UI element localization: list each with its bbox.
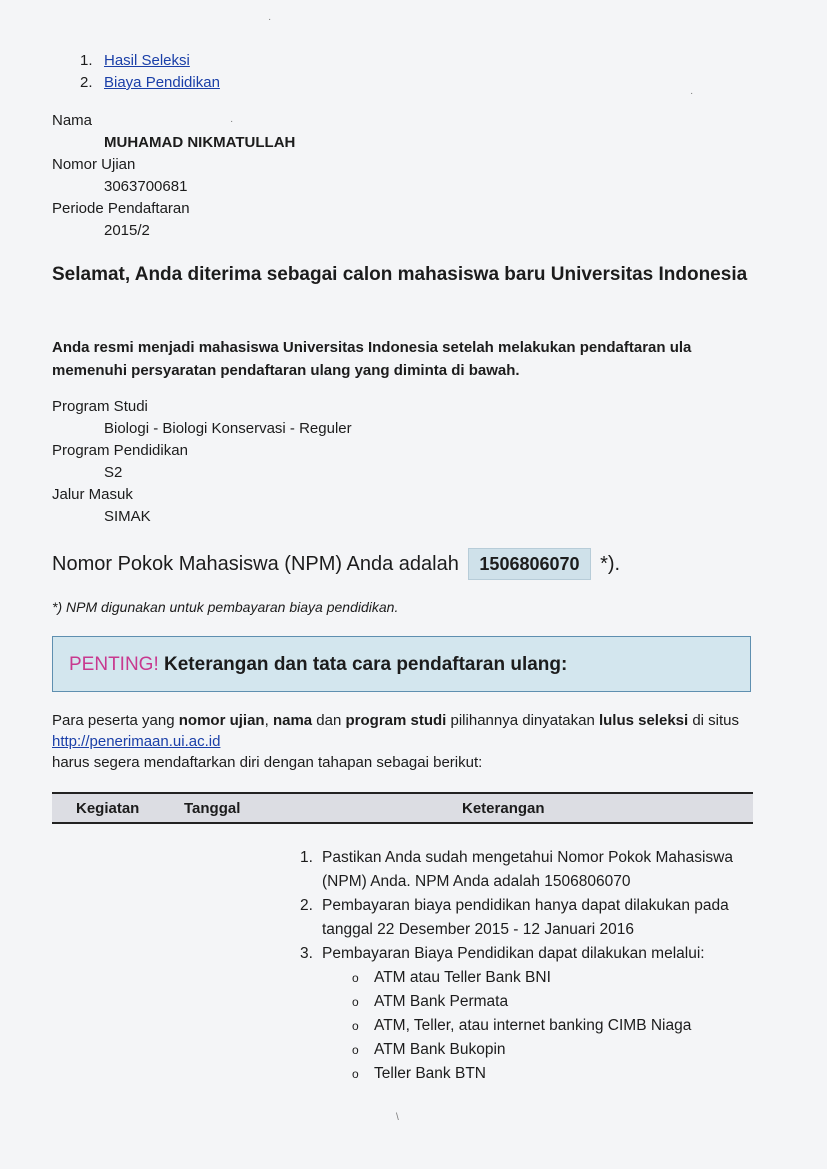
table-of-contents xyxy=(80,50,220,94)
program-studi-value: Biologi - Biologi Konservasi - Reguler xyxy=(104,420,352,437)
payment-method-item xyxy=(322,1014,756,1038)
nama-label: Nama xyxy=(52,112,93,129)
step-text: Pastikan Anda sudah mengetahui Nomor Pokok Mahasiswa (NPM) Anda. NPM Anda adalah 1506806070 xyxy=(322,849,733,890)
program-info xyxy=(52,396,352,528)
periode-label: Periode Pendaftaran xyxy=(52,200,190,217)
intro-text: pilihannya dinyatakan xyxy=(446,712,599,729)
npm-prefix: Nomor Pokok Mahasiswa (NPM) Anda adalah xyxy=(52,553,459,575)
toc-item-biaya-pendidikan xyxy=(80,72,220,94)
toc-item-hasil-seleksi xyxy=(80,50,220,72)
penerimaan-link[interactable]: http://penerimaan.ui.ac.id xyxy=(52,733,221,750)
step-item xyxy=(296,942,756,1086)
payment-methods-list xyxy=(322,966,756,1086)
npm-statement xyxy=(52,548,620,580)
circle-bullet-icon: o xyxy=(352,995,359,1009)
payment-method-text: Teller Bank BTN xyxy=(374,1065,486,1082)
payment-method-item xyxy=(322,1038,756,1062)
intro-text: di situs xyxy=(688,712,740,729)
registration-steps xyxy=(296,846,756,1086)
step-number: 1. xyxy=(300,849,313,866)
column-kegiatan: Kegiatan xyxy=(76,800,140,817)
npm-footnote: *) NPM digunakan untuk pembayaran biaya pendidikan. xyxy=(52,599,399,615)
penting-banner xyxy=(52,636,751,692)
payment-method-text: ATM atau Teller Bank BNI xyxy=(374,969,551,986)
program-studi-label: Program Studi xyxy=(52,398,148,415)
toc-number: 2. xyxy=(80,74,93,91)
column-keterangan: Keterangan xyxy=(462,800,545,817)
circle-bullet-icon: o xyxy=(352,1019,359,1033)
intro-text: Para peserta yang xyxy=(52,712,179,729)
step-item xyxy=(296,894,756,942)
periode-value: 2015/2 xyxy=(104,222,150,239)
hasil-seleksi-link[interactable]: Hasil Seleksi xyxy=(104,52,190,69)
payment-method-text: ATM Bank Bukopin xyxy=(374,1041,506,1058)
penting-title: Keterangan dan tata cara pendaftaran ulang: xyxy=(158,654,568,675)
nomor-ujian-value: 3063700681 xyxy=(104,178,188,195)
penting-tag: PENTING! xyxy=(69,654,159,675)
intro-bold-program-studi: program studi xyxy=(345,712,447,729)
step-text: Pembayaran Biaya Pendidikan dapat dilakukan melalui: xyxy=(322,945,705,962)
payment-method-item xyxy=(322,966,756,990)
column-tanggal: Tanggal xyxy=(184,800,241,817)
program-pendidikan-value: S2 xyxy=(104,464,123,481)
scan-speck: · xyxy=(690,88,694,99)
congratulations-heading: Selamat, Anda diterima sebagai calon mahasiswa baru Universitas Indonesia xyxy=(52,264,748,285)
intro-text: , xyxy=(264,712,273,729)
circle-bullet-icon: o xyxy=(352,1067,359,1081)
payment-method-text: ATM Bank Permata xyxy=(374,993,509,1010)
step-number: 2. xyxy=(300,897,313,914)
intro-bold-nomor-ujian: nomor ujian xyxy=(178,712,265,729)
npm-suffix: *). xyxy=(600,553,621,575)
personal-info xyxy=(52,110,295,242)
nama-value: MUHAMAD NIKMATULLAH xyxy=(104,134,296,151)
step-text: Pembayaran biaya pendidikan hanya dapat dilakukan pada tanggal 22 Desember 2015 - 12 Januari 2016 xyxy=(322,897,729,938)
acceptance-note-line2: memenuhi persyaratan pendaftaran ulang yang diminta di bawah. xyxy=(52,362,520,379)
jalur-masuk-label: Jalur Masuk xyxy=(52,486,133,503)
step-number: 3. xyxy=(300,945,313,962)
npm-value: 1506806070 xyxy=(468,548,590,580)
scan-speck: · xyxy=(230,116,234,127)
intro-text: harus segera mendaftarkan diri dengan tahapan sebagai berikut: xyxy=(52,754,483,771)
payment-method-item xyxy=(322,990,756,1014)
jalur-masuk-value: SIMAK xyxy=(104,508,151,525)
payment-method-item xyxy=(322,1062,756,1086)
circle-bullet-icon: o xyxy=(352,1043,359,1057)
toc-number: 1. xyxy=(80,52,93,69)
intro-text: dan xyxy=(312,712,346,729)
program-pendidikan-label: Program Pendidikan xyxy=(52,442,188,459)
payment-method-text: ATM, Teller, atau internet banking CIMB Niaga xyxy=(374,1017,692,1034)
intro-bold-lulus-seleksi: lulus seleksi xyxy=(598,712,689,729)
nomor-ujian-label: Nomor Ujian xyxy=(52,156,136,173)
step-item xyxy=(296,846,756,894)
acceptance-note xyxy=(52,336,827,382)
scan-speck: · xyxy=(268,14,272,25)
acceptance-note-line1: Anda resmi menjadi mahasiswa Universitas Indonesia setelah melakukan pendaftaran ula xyxy=(52,339,692,356)
circle-bullet-icon: o xyxy=(352,971,359,985)
scan-speck: \ xyxy=(396,1112,399,1123)
biaya-pendidikan-link[interactable]: Biaya Pendidikan xyxy=(104,74,220,91)
schedule-table-header xyxy=(52,792,753,824)
intro-bold-nama: nama xyxy=(272,712,313,729)
registration-intro xyxy=(52,710,772,773)
